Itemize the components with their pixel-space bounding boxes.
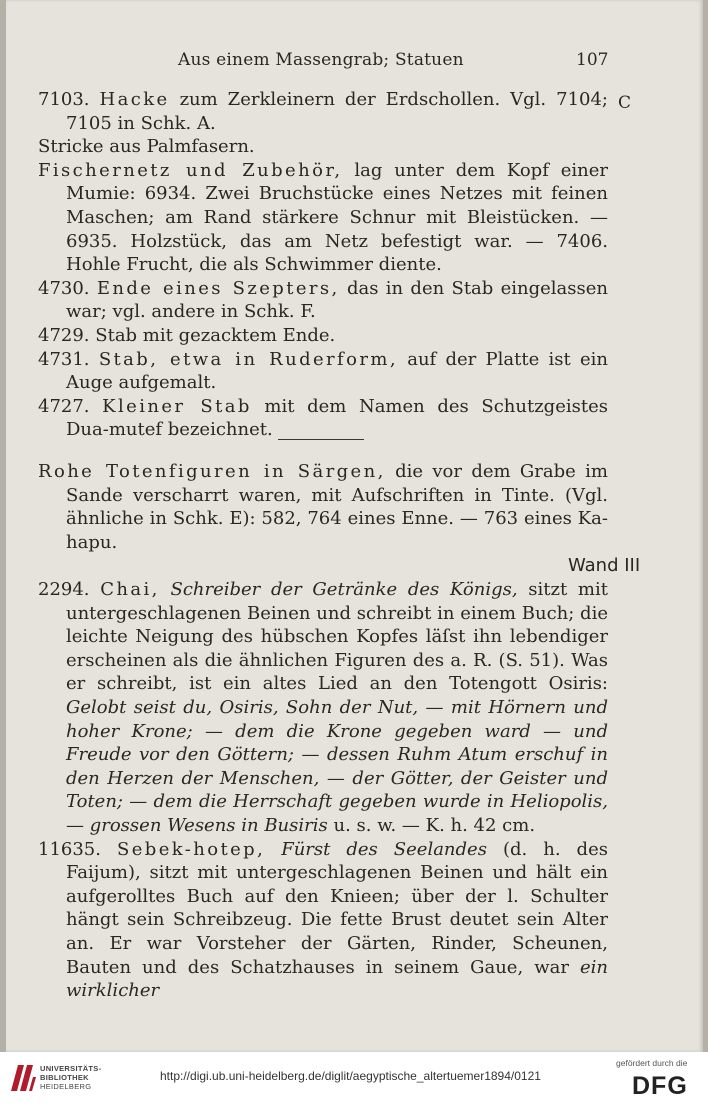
wand-label: Wand III [568, 555, 641, 576]
entry-heading: Hacke [99, 89, 170, 110]
entry-text: die vor dem Grabe im Sande verscharrt waren, mit Aufschriften in Tinte. (Vgl. ähnliche in Schk. E): 582, 764 eines Enne. — 763 eines Ka-hapu. [66, 461, 608, 553]
entry-number: 4729. [38, 324, 90, 346]
entry-text: zum Zerkleinern der Erdschollen. Vgl. 7104; 7105 in Schk. A. [66, 89, 608, 134]
entry-heading: Rohe Totenfiguren in Särgen, [38, 461, 386, 482]
entry-heading: Chai, [100, 579, 160, 600]
entry-number: 4730. [38, 277, 90, 299]
entry-kleiner-stab [38, 395, 608, 442]
entry-heading: Fischernetz und Zubehör, [38, 159, 343, 181]
entry-text: Stab mit gezacktem Ende. [95, 324, 336, 346]
source-url-link[interactable]: http://digi.ub.uni-heidelberg.de/diglit/aegyptische_altertuemer1894/0121 [160, 1069, 541, 1083]
entry-heading: Ende eines Szepters, [96, 277, 340, 299]
university-library-logo-icon [8, 1061, 38, 1095]
entry-number: 11635. [38, 838, 101, 860]
entry-text-italic: ein wirklicher [66, 956, 608, 1002]
entries-section-3 [38, 578, 608, 1003]
entry-text: mit dem Namen des Schutzgeistes Dua-mutef bezeichnet. [66, 395, 608, 441]
scanned-page [6, 0, 703, 1052]
entry-title-italic: Schreiber der Getränke des Königs, [170, 579, 518, 600]
entry-fischernetz [38, 159, 608, 277]
section-divider [278, 439, 364, 440]
library-name-line: BIBLIOTHEK [40, 1073, 89, 1082]
page-header [6, 50, 703, 74]
entry-stab-ruder [38, 348, 608, 395]
dfg-logo: DFG [632, 1072, 688, 1100]
entry-number: 2294. [38, 579, 90, 600]
entries-section-2 [38, 460, 608, 554]
entry-heading: Stab, etwa in Ruderform, [98, 348, 398, 370]
funding-label: gefördert durch die [616, 1058, 688, 1068]
library-name-line: UNIVERSITÄTS- [40, 1064, 102, 1073]
digitization-footer [0, 1052, 708, 1104]
entry-stricke [38, 135, 608, 159]
entry-heading: Sebek-hotep, [117, 838, 266, 860]
margin-note: C [618, 93, 632, 113]
entry-text: das in den Stab eingelassen war; vgl. andere in Schk. F. [66, 277, 608, 323]
entries-section-1 [38, 88, 608, 442]
entry-text: lag unter dem Kopf einer Mumie: 6934. Zwei Bruchstücke eines Netzes mit feinen Maschen; am Rand stärkere Schnur mit Bleistücken. — 6935. Holzstück, das am Netz befestigt war. — 7406. Hohle Frucht, die als Schwimmer diente. [66, 159, 608, 276]
entry-sebek-hotep [38, 838, 608, 1003]
university-library-name [40, 1064, 101, 1091]
entry-text: u. s. w. — K. h. 42 cm. [327, 814, 536, 836]
entry-chai [38, 578, 608, 838]
entry-text: sitzt mit untergeschlagenen Beinen und schreibt in einem Buch; die leichte Neigung des hübschen Kopfes läſst ihn lebendiger erscheinen als die ähnlichen Figuren des a. R. (S. 51). Was er schreibt, ist ein altes Lied an den Totengott Osiris: [66, 579, 608, 695]
entry-heading: Kleiner Stab [102, 395, 252, 417]
entry-number: 7103. [38, 89, 90, 110]
entry-title-italic: Fürst des Seelandes [281, 838, 487, 860]
entry-text: Stricke aus Palmfasern. [38, 136, 255, 158]
page-number: 107 [576, 50, 609, 70]
entry-rohe-totenfiguren [38, 460, 608, 554]
entry-text: auf der Platte ist ein Auge aufgemalt. [66, 348, 609, 394]
library-name-line: HEIDELBERG [40, 1082, 92, 1091]
song-text-italic: Gelobt seist du, Osiris, Sohn der Nut, — mit Hörnern und hoher Krone; — dem die Krone gegeben ward — und Freude vor den Göttern; — dessen Ruhm Atum erschuf in den Herzen der Menschen, — der Götter, der Geister und Toten; — dem die Herrschaft gegeben wurde in Heliopolis, — grossen Wesens in Busiris [66, 696, 608, 836]
entry-number: 4727. [38, 395, 90, 417]
running-title: Aus einem Massengrab; Statuen [178, 50, 464, 70]
entry-hacke [38, 88, 608, 135]
entry-text: (d. h. des Faijum), sitzt mit untergeschlagenen Beinen und hält ein aufgerolltes Buch auf den Knieen; über der l. Schulter hängt sein Schreibzeug. Die fette Brust deutet sein Alter an. Er war Vorsteher der Gärten, Rinder, Scheunen, Bauten und des Schatzhauses in seinem Gaue, war [66, 838, 608, 978]
entry-number: 4731. [38, 348, 90, 370]
entry-szepter [38, 277, 608, 324]
entry-stab-gezackt [38, 324, 608, 348]
